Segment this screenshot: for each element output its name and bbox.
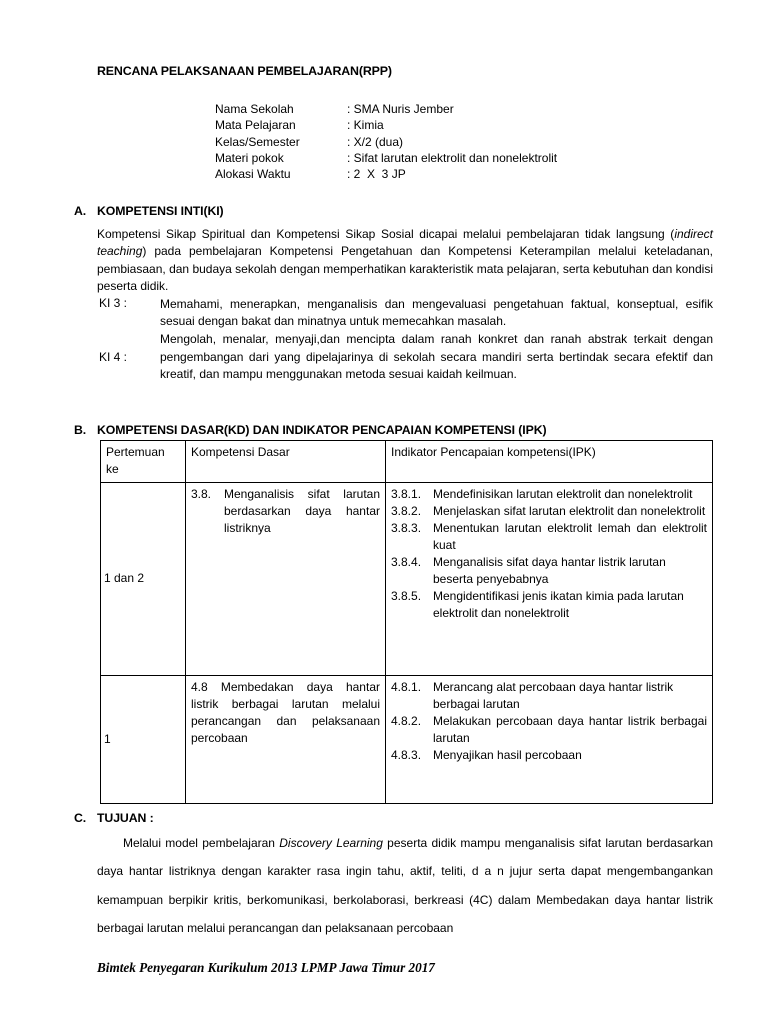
identity-value-class: : X/2 (dua) <box>347 134 404 149</box>
ki-list <box>99 296 713 384</box>
table-row <box>101 483 713 676</box>
document-title: RENCANA PELAKSANAAN PEMBELAJARAN(RPP) <box>97 64 392 78</box>
ipk-item-3-8-2-number: 3.8.2. <box>391 504 422 518</box>
ki-intro-part1: Kompetensi Sikap Spiritual dan Kompetensi Sikap Sosial dicapai melalui pembelajaran tidak langsung ( <box>97 227 675 241</box>
identity-label-class: Kelas/Semester <box>215 134 300 149</box>
ki-intro-part2: ) pada pembelajaran Kompetensi Pengetahuan dan Kompetensi Keterampilan melalui keteladanan, pembiasaan, dan budaya sekolah dengan memperhatikan karakteristik mata pelajaran, serta kebutuhan dan kondisi peserta didik. <box>97 244 713 294</box>
identity-value-school: : SMA Nuris Jember <box>347 102 454 116</box>
ipk-item-3-8-5 <box>391 588 707 622</box>
identity-label-time: Alokasi Waktu <box>215 167 291 182</box>
section-a-letter: A. <box>74 204 87 218</box>
ipk-item-3-8-5-number: 3.8.5. <box>391 589 422 603</box>
section-b-heading <box>74 423 546 437</box>
tujuan-part2: peserta didik mampu menganalisis sifat larutan berdasarkan daya hantar listriknya dengan karakter rasa ingin tahu, aktif, teliti, d a n jujur serta dapat mengembangankan kemampuan berpikir kritis, berkomunikasi, berkolaborasi, berkreasi (4C) dalam Membedakan daya hantar listrik berbagai larutan melalui perancangan dan pelaksanaan percobaan <box>97 836 713 936</box>
ipk-item-3-8-2 <box>391 503 707 520</box>
identity-value-time: : 2 X 3 JP <box>347 167 406 182</box>
section-c-letter: C. <box>74 811 87 825</box>
ipk-item-4-8-3-number: 4.8.3. <box>391 748 422 762</box>
ki-item-4-label: KI 4 : <box>99 350 128 365</box>
ki-item-3-text: Memahami, menerapkan, menganalisis dan mengevaluasi pengetahuan faktual, konseptual, esifik sesuai dengan bakat dan minatnya untuk memecahkan masalah. <box>160 297 713 329</box>
ki-item-3-label: KI 3 : <box>99 296 128 310</box>
page-footer: Bimtek Penyegaran Kurikulum 2013 LPMP Jawa Timur 2017 <box>97 960 435 975</box>
identity-label-subject: Mata Pelajaran <box>215 118 296 133</box>
ki-item-3 <box>99 296 713 330</box>
identity-row-class <box>215 134 557 150</box>
table-row <box>101 676 713 804</box>
kd-item-3-8-number: 3.8. <box>191 487 212 501</box>
table-header-ipk: Indikator Pencapaian kompetensi(IPK) <box>386 441 713 483</box>
ipk-item-3-8-1 <box>391 486 707 503</box>
ipk-item-3-8-3-text: Menentukan larutan elektrolit lemah dan elektrolit kuat <box>433 521 707 552</box>
ipk-item-3-8-4-number: 3.8.4. <box>391 555 422 569</box>
section-b-letter: B. <box>74 423 87 437</box>
section-c-heading <box>74 811 154 825</box>
identity-label-school: Nama Sekolah <box>215 102 294 116</box>
ipk-item-4-8-1 <box>391 679 707 713</box>
identity-block <box>215 101 557 182</box>
kd-ipk-table <box>100 440 713 804</box>
identity-row-time <box>215 166 557 182</box>
section-b-title: KOMPETENSI DASAR(KD) DAN INDIKATOR PENCAPAIAN KOMPETENSI (IPK) <box>97 423 547 437</box>
table-header-row <box>101 441 713 483</box>
ki-item-4 <box>99 331 713 383</box>
row-1-pertemuan: 1 dan 2 <box>101 483 186 676</box>
ipk-item-3-8-5-text: Mengidentifikasi jenis ikatan kimia pada larutan elektrolit dan nonelektrolit <box>433 589 684 620</box>
row-1-kd <box>186 483 386 676</box>
tujuan-paragraph <box>97 829 713 943</box>
ipk-item-3-8-3-number: 3.8.3. <box>391 521 422 535</box>
identity-value-subject: : Kimia <box>347 118 384 133</box>
row-2-kd <box>186 676 386 804</box>
kd-item-3-8-text: Menganalisis sifat larutan berdasarkan daya hantar listriknya <box>224 487 380 535</box>
kd-item-3-8 <box>191 486 380 537</box>
ipk-item-3-8-4 <box>391 554 707 588</box>
identity-row-topic <box>215 150 557 166</box>
identity-row-subject <box>215 117 557 133</box>
ki-item-4-text: Mengolah, menalar, menyaji,dan mencipta dalam ranah konkret dan ranah abstrak terkait dengan pengembangan dari yang dipelajarinya di sekolah secara mandiri serta bertindak secara efektif dan kreatif, dan mampu menggunakan metoda sesuai kaidah keilmuan. <box>160 332 713 381</box>
ipk-item-3-8-4-text: Menganalisis sifat daya hantar listrik larutan beserta penyebabnya <box>433 555 666 586</box>
identity-label-topic: Materi pokok <box>215 150 284 165</box>
ki-intro-italic: indirect teaching <box>97 227 713 259</box>
ipk-item-4-8-1-number: 4.8.1. <box>391 680 422 694</box>
row-2-pertemuan: 1 <box>101 676 186 804</box>
ipk-item-4-8-2 <box>391 713 707 747</box>
ipk-item-4-8-2-number: 4.8.2. <box>391 714 422 728</box>
ipk-item-3-8-2-text: Menjelaskan sifat larutan elektrolit dan nonelektrolit <box>433 504 706 518</box>
ipk-item-3-8-1-text: Mendefinisikan larutan elektrolit dan nonelektrolit <box>433 487 693 501</box>
ipk-item-4-8-1-text: Merancang alat percobaan daya hantar listrik berbagai larutan <box>433 680 674 711</box>
table-header-kd: Kompetensi Dasar <box>186 441 386 483</box>
kd-item-4-8-text: 4.8 Membedakan daya hantar listrik berbagai larutan melalui perancangan dan pelaksanaan percobaan <box>191 680 380 745</box>
row-1-ipk <box>386 483 713 676</box>
section-a-title: KOMPETENSI INTI(KI) <box>97 204 224 218</box>
identity-value-topic: : Sifat larutan elektrolit dan nonelektrolit <box>347 150 558 165</box>
section-c-title: TUJUAN : <box>97 811 154 825</box>
tujuan-part1: Melalui model pembelajaran <box>123 836 280 850</box>
row-2-ipk <box>386 676 713 804</box>
ipk-item-3-8-3 <box>391 520 707 554</box>
tujuan-italic: Discovery Learning <box>279 836 383 850</box>
ipk-item-4-8-2-text: Melakukan percobaan daya hantar listrik berbagai larutan <box>433 714 707 745</box>
identity-row-school <box>215 101 557 117</box>
table-header-pertemuan: Pertemuan ke <box>101 441 186 483</box>
section-a-heading <box>74 204 224 218</box>
ipk-item-4-8-3 <box>391 747 707 764</box>
ipk-item-4-8-3-text: Menyajikan hasil percobaan <box>433 748 582 762</box>
ki-intro-paragraph <box>97 226 713 296</box>
ipk-item-3-8-1-number: 3.8.1. <box>391 487 422 501</box>
